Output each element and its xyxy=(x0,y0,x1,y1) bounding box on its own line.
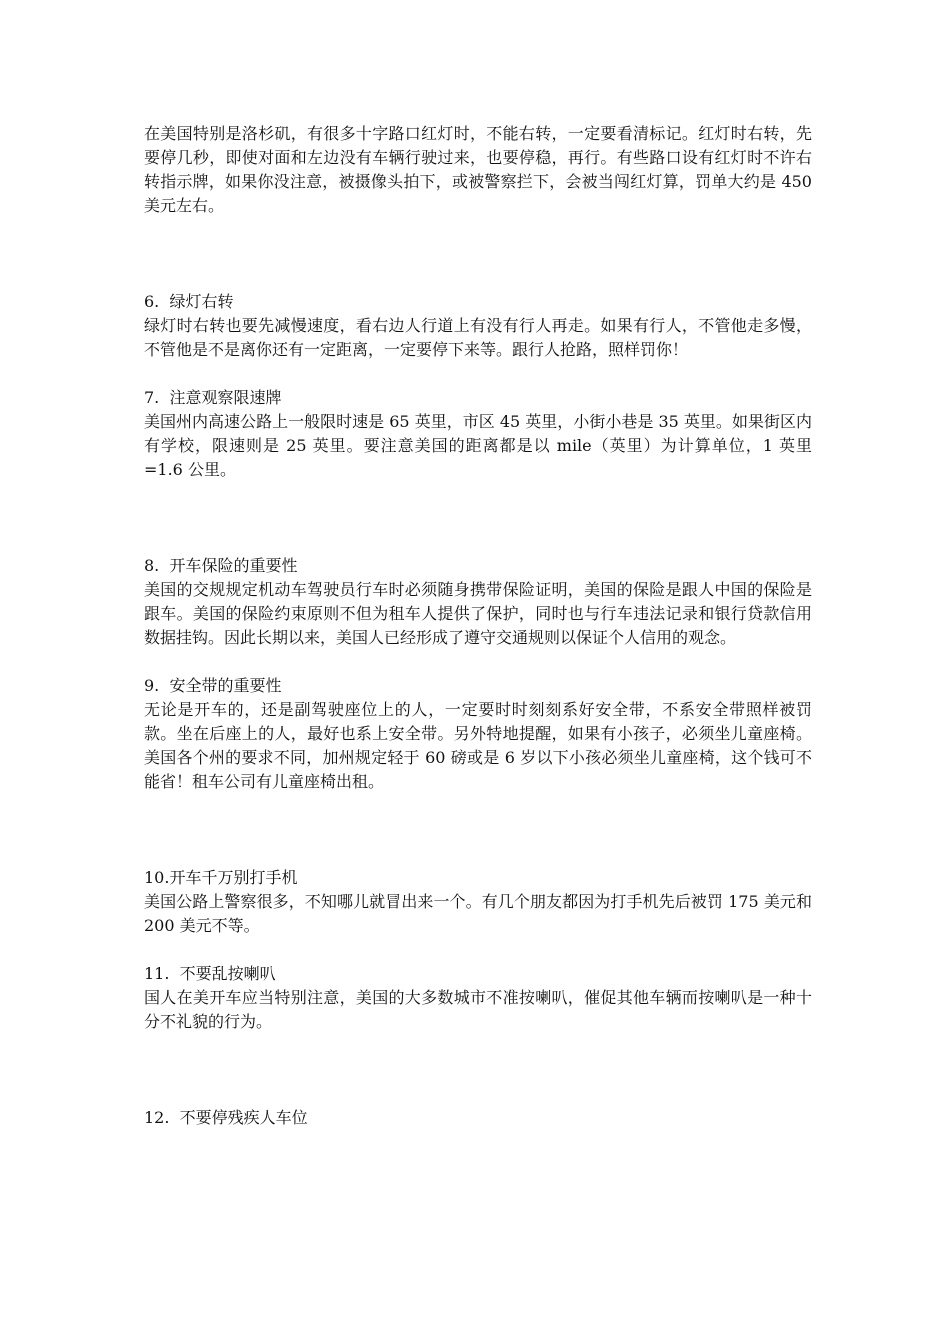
section-body-9: 无论是开车的，还是副驾驶座位上的人，一定要时时刻刻系好安全带，不系安全带照样被罚款。坐在后座上的人，最好也系上安全带。另外特地提醒，如果有小孩子，必须坐儿童座椅。美国各个州的要求不同，加州规定轻于 60 磅或是 6 岁以下小孩必须坐儿童座椅，这个钱可不能省！租车公司有儿童座椅出租。 xyxy=(144,700,812,791)
section-heading-9: 9. 安全带的重要性 xyxy=(144,676,282,695)
section-heading-10: 10.开车千万别打手机 xyxy=(144,868,298,887)
spacer xyxy=(144,650,812,674)
section-body-7: 美国州内高速公路上一般限时速是 65 英里，市区 45 英里，小街小巷是 35 英里。如果街区内有学校，限速则是 25 英里。要注意美国的距离都是以 mile（英里）为计算单位，1 英里=1.6 公里。 xyxy=(144,412,812,479)
section-body-11: 国人在美开车应当特别注意，美国的大多数城市不准按喇叭，催促其他车辆而按喇叭是一种十分不礼貌的行为。 xyxy=(144,988,812,1031)
section-body-6: 绿灯时右转也要先减慢速度，看右边人行道上有没有行人再走。如果有行人，不管他走多慢，不管他是不是离你还有一定距离，一定要停下来等。跟行人抢路，照样罚你！ xyxy=(144,316,812,359)
section-heading-12: 12. 不要停残疾人车位 xyxy=(144,1108,308,1127)
section-heading-8: 8. 开车保险的重要性 xyxy=(144,556,298,575)
spacer xyxy=(144,482,812,554)
document-body xyxy=(144,122,812,1130)
spacer xyxy=(144,938,812,962)
section-body-10: 美国公路上警察很多，不知哪儿就冒出来一个。有几个朋友都因为打手机先后被罚 175 美元和 200 美元不等。 xyxy=(144,892,812,935)
section-heading-7: 7. 注意观察限速牌 xyxy=(144,388,282,407)
section-body-8: 美国的交规规定机动车驾驶员行车时必须随身携带保险证明，美国的保险是跟人中国的保险是跟车。美国的保险约束原则不但为租车人提供了保护，同时也与行车违法记录和银行贷款信用数据挂钩。因此长期以来，美国人已经形成了遵守交通规则以保证个人信用的观念。 xyxy=(144,580,812,647)
spacer xyxy=(144,362,812,386)
spacer xyxy=(144,794,812,866)
intro-paragraph: 在美国特别是洛杉矶，有很多十字路口红灯时，不能右转，一定要看清标记。红灯时右转，先要停几秒，即使对面和左边没有车辆行驶过来，也要停稳，再行。有些路口设有红灯时不许右转指示牌，如果你没注意，被摄像头拍下，或被警察拦下，会被当闯红灯算，罚单大约是 450 美元左右。 xyxy=(144,124,812,215)
section-heading-6: 6. 绿灯右转 xyxy=(144,292,234,311)
spacer xyxy=(144,218,812,290)
spacer xyxy=(144,1034,812,1106)
section-heading-11: 11. 不要乱按喇叭 xyxy=(144,964,276,983)
